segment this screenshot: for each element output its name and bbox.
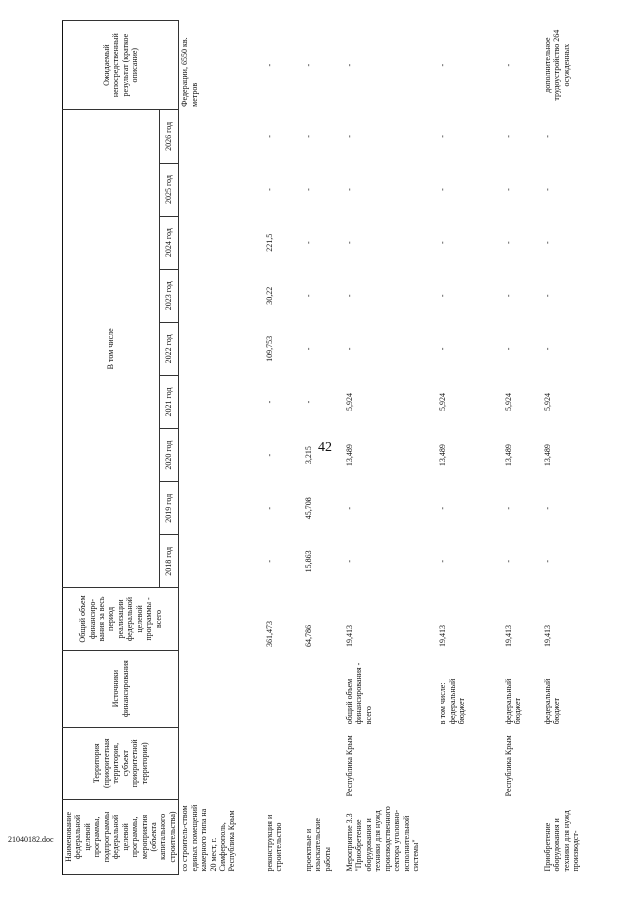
row-source: федеральный бюджет	[503, 678, 523, 725]
row-year-value	[179, 375, 264, 428]
row-year-value: 5,924	[503, 393, 513, 412]
rotated-table-container	[62, 20, 587, 875]
row-result: -	[303, 63, 313, 67]
row-year-value: -	[344, 135, 354, 138]
row-result: дополнительное трудоустройство 264 осужденных	[542, 29, 571, 101]
table-row	[179, 21, 264, 875]
row-total: 361,473	[264, 621, 274, 648]
row-result: -	[264, 63, 274, 67]
row-year-value: 3,215	[303, 446, 313, 465]
page-number: 42	[318, 440, 332, 455]
header-year: 2019 год	[159, 482, 178, 535]
table-row	[542, 21, 629, 875]
header-year: 2024 год	[159, 216, 178, 269]
row-territory	[303, 727, 344, 799]
row-total: 19,413	[438, 625, 448, 648]
row-territory	[542, 727, 629, 799]
row-year-value	[179, 535, 264, 588]
row-year-value: -	[303, 188, 313, 191]
row-year-value: -	[438, 188, 448, 191]
row-territory	[437, 727, 502, 799]
row-year-value: -	[344, 560, 354, 563]
row-year-value: -	[438, 294, 448, 298]
row-year-value: -	[264, 560, 274, 563]
row-year-value	[179, 110, 264, 163]
row-source	[179, 650, 264, 727]
row-year-value: 30,22	[264, 286, 274, 305]
row-total	[179, 588, 264, 650]
row-year-value: 5,924	[542, 393, 552, 412]
row-year-value	[179, 482, 264, 535]
table-row	[344, 21, 437, 875]
row-name: Мероприятие 3.3 "Приобретение оборудования и техники для нужд производственного сектора уголовно-исполнительной системы"	[344, 806, 421, 872]
header-result: Ожидаемый непосредственный результат (краткое описание)	[63, 21, 179, 110]
header-total: Общий объем финансиро-вания за весь период реализации федеральной целевой программы - всего	[63, 588, 179, 650]
row-year-value: 45,708	[303, 497, 313, 520]
row-territory	[264, 727, 303, 799]
row-year-value: -	[303, 400, 313, 404]
row-year-value: 13,489	[542, 444, 552, 467]
row-year-value: -	[344, 241, 354, 245]
table-row	[437, 21, 502, 875]
row-year-value: -	[438, 135, 448, 138]
row-year-value: 13,489	[344, 444, 354, 467]
row-year-value: 5,924	[438, 393, 448, 412]
row-result: -	[438, 63, 448, 67]
table-row	[503, 21, 542, 875]
row-year-value: -	[264, 400, 274, 404]
row-source: федеральный бюджет	[542, 678, 562, 725]
header-year: 2025 год	[159, 163, 178, 216]
row-year-value: 5,924	[344, 393, 354, 412]
row-year-value: -	[344, 294, 354, 298]
row-year-value: 13,489	[438, 444, 448, 467]
table-row	[264, 21, 303, 875]
header-year: 2022 год	[159, 322, 178, 375]
row-year-value: -	[542, 241, 552, 245]
row-year-value: -	[503, 560, 513, 563]
row-year-value: -	[264, 453, 274, 457]
row-territory	[179, 727, 264, 799]
row-year-value: -	[503, 294, 513, 298]
row-name: со строитель-ством единых помещений камерного типа на 20 мест, г. Симферополь, Республика Крым	[180, 804, 237, 872]
row-year-value: -	[542, 294, 552, 298]
row-result: Федерации, 6550 кв. метров	[180, 37, 199, 107]
row-result: -	[503, 63, 513, 67]
header-year: 2026 год	[159, 110, 178, 163]
row-total: 19,413	[344, 625, 354, 648]
row-year-value: -	[503, 347, 513, 351]
header-year: 2018 год	[159, 535, 178, 588]
row-total: 19,413	[542, 625, 552, 648]
row-year-value: -	[542, 135, 552, 138]
row-year-value: -	[438, 241, 448, 245]
row-name: реконструкция и строительство	[264, 814, 283, 872]
header-including: В том числе	[63, 110, 160, 588]
table-row	[303, 21, 344, 875]
row-result: -	[344, 63, 354, 67]
row-year-value: -	[303, 294, 313, 298]
row-territory: Республика Крым	[503, 735, 513, 797]
row-year-value	[179, 322, 264, 375]
row-year-value: -	[542, 188, 552, 191]
row-year-value: -	[264, 506, 274, 510]
row-year-value: -	[344, 506, 354, 510]
row-name	[503, 799, 542, 874]
financing-table	[62, 20, 629, 875]
row-year-value: -	[303, 347, 313, 351]
row-year-value	[179, 216, 264, 269]
row-name: Приобретение оборудования и техники для нужд производст-	[542, 810, 581, 872]
header-year: 2020 год	[159, 429, 178, 482]
row-year-value: 15,863	[303, 550, 313, 573]
row-year-value: -	[542, 506, 552, 510]
header-name: Наименование федеральной целевой программы, подпрограммы федеральной целевой программы, мероприятия (объекта капитального строительства)	[63, 799, 179, 874]
row-year-value	[179, 163, 264, 216]
row-year-value: -	[303, 241, 313, 245]
row-total: 19,413	[503, 625, 513, 648]
row-year-value: -	[503, 241, 513, 245]
row-territory: Республика Крым	[344, 735, 354, 797]
row-year-value: 221,5	[264, 233, 274, 252]
header-year: 2023 год	[159, 269, 178, 322]
row-year-value	[179, 269, 264, 322]
row-year-value: -	[344, 347, 354, 351]
row-year-value: -	[542, 560, 552, 563]
header-sources: Источники финансирования	[63, 650, 179, 727]
row-source	[264, 650, 303, 727]
row-year-value: -	[503, 506, 513, 510]
header-year: 2021 год	[159, 375, 178, 428]
row-year-value: -	[438, 347, 448, 351]
row-source	[303, 650, 344, 727]
row-year-value: -	[438, 506, 448, 510]
row-year-value	[179, 429, 264, 482]
row-name: проектные и изыскательские работы	[303, 818, 332, 872]
row-source: общий объем финансирования - всего	[344, 662, 373, 725]
row-year-value: -	[303, 135, 313, 138]
row-year-value: -	[264, 135, 274, 138]
row-source: в том числе: федеральный бюджет	[438, 678, 467, 725]
document-id: 21040182.doc	[8, 835, 54, 844]
row-year-value: -	[264, 188, 274, 191]
row-name	[437, 799, 502, 874]
row-year-value: -	[542, 347, 552, 351]
row-year-value: -	[438, 560, 448, 563]
row-year-value: -	[344, 188, 354, 191]
row-year-value: -	[503, 188, 513, 191]
row-year-value: 109,753	[264, 335, 274, 362]
row-total: 64,786	[303, 625, 313, 648]
table-body	[179, 21, 629, 875]
header-territory: Территория (приоритетная территория, субъект приоритетной территории)	[63, 727, 179, 799]
row-year-value: 13,489	[503, 444, 513, 467]
row-year-value: -	[503, 135, 513, 138]
